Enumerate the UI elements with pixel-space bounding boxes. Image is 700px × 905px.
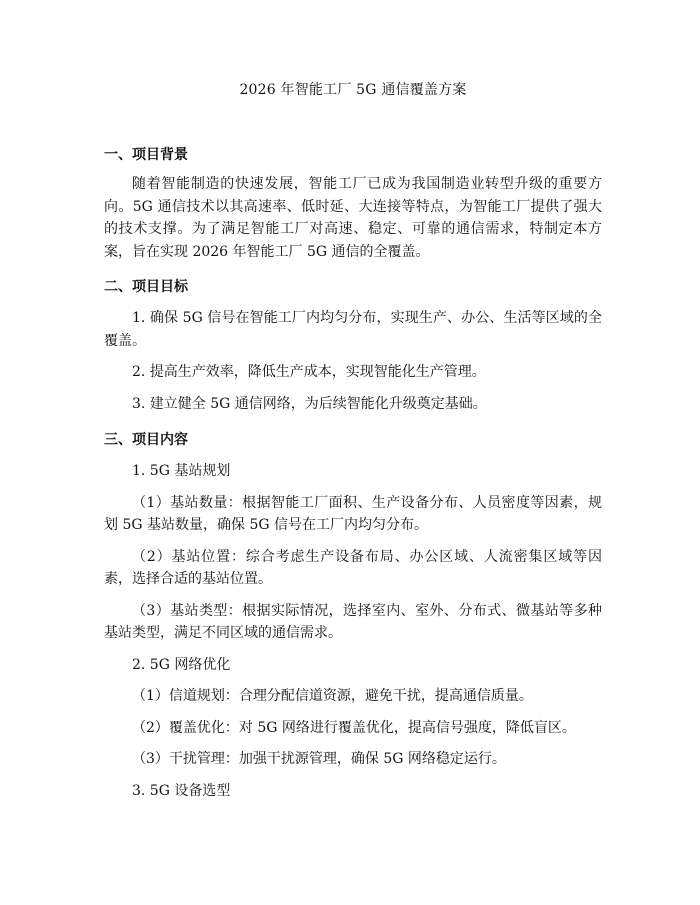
subheading-equipment-selection: 3. 5G 设备选型 (132, 782, 231, 799)
goal-item: 2. 提高生产效率，降低生产成本，实现智能化生产管理。 (132, 364, 486, 380)
detail-interference-management: （3）干扰管理：加强干扰源管理，确保 5G 网络稳定运行。 (132, 751, 506, 767)
subheading-base-station-planning: 1. 5G 基站规划 (132, 463, 231, 479)
goals-list (104, 307, 602, 415)
section-heading-background: 一、项目背景 (104, 147, 188, 163)
section-heading-goals: 二、项目目标 (104, 279, 188, 295)
detail-channel-planning: （1）信道规划：合理分配信道资源，避免干扰，提高通信质量。 (132, 688, 533, 704)
content-body (104, 460, 602, 802)
detail-station-location: （2）基站位置：综合考虑生产设备布局、办公区域、人流密集区域等因素，选择合适的基站位置。 (104, 548, 602, 587)
goal-item: 3. 建立健全 5G 通信网络，为后续智能化升级奠定基础。 (132, 395, 487, 412)
section-heading-content: 三、项目内容 (104, 432, 188, 448)
detail-station-count: （1）基站数量：根据智能工厂面积、生产设备分布、人员密度等因素，规划 5G 基站数量，确保 5G 信号在工厂内均匀分布。 (104, 494, 602, 533)
subheading-network-optimization: 2. 5G 网络优化 (132, 656, 231, 673)
detail-station-type: （3）基站类型：根据实际情况，选择室内、室外、分布式、微基站等多种基站类型，满足不同区域的通信需求。 (104, 602, 602, 641)
background-paragraph: 随着智能制造的快速发展，智能工厂已成为我国制造业转型升级的重要方向。5G 通信技术以其高速率、低时延、大连接等特点，为智能工厂提供了强大的技术支撑。为了满足智能工厂对高速、稳定、可靠的通信需求，特制定本方案，旨在实现 2026 年智能工厂 5G 通信的全覆盖。 (104, 176, 602, 260)
detail-coverage-optimization: （2）覆盖优化：对 5G 网络进行覆盖优化，提高信号强度，降低盲区。 (132, 719, 576, 736)
document-title: 2026 年智能工厂 5G 通信覆盖方案 (239, 82, 467, 98)
goal-item: 1. 确保 5G 信号在智能工厂内均匀分布，实现生产、办公、生活等区域的全覆盖。 (104, 310, 602, 349)
